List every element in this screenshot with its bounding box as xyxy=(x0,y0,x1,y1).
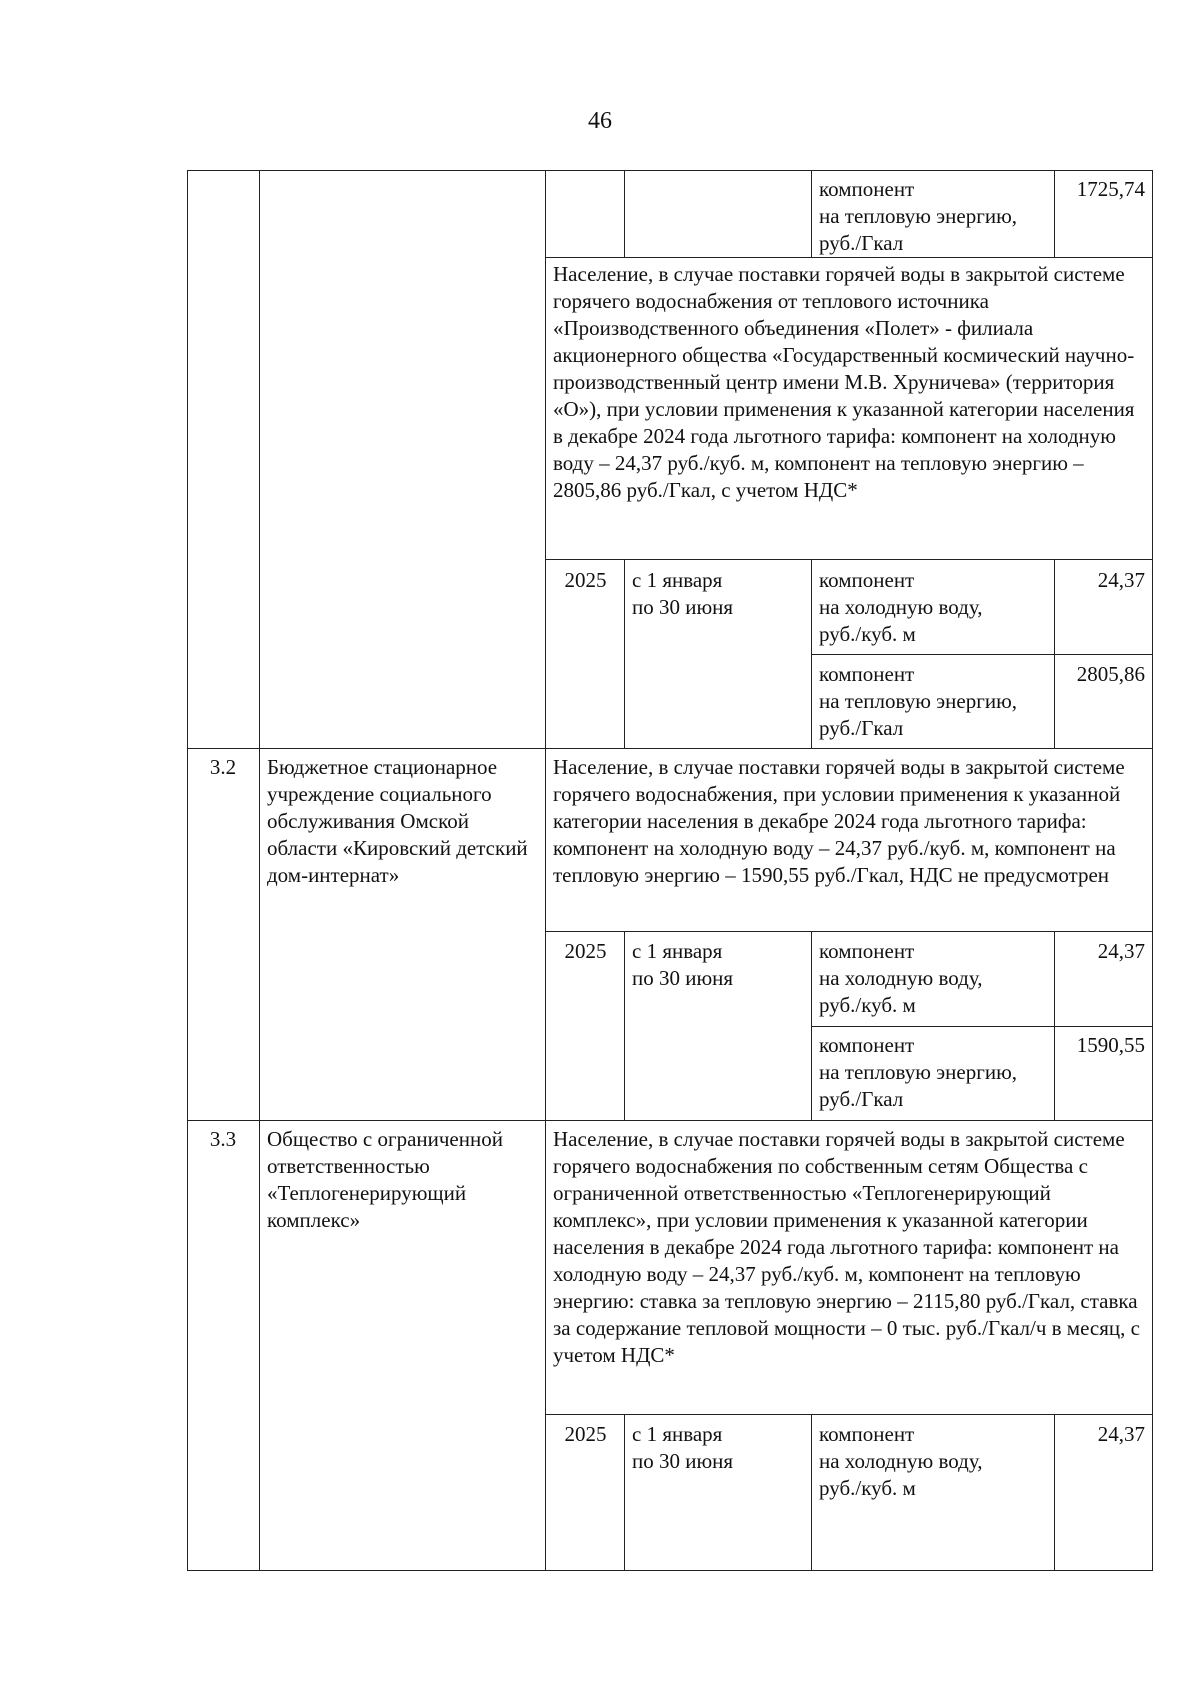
group-header-text: Население, в случае поставки горячей воды в закрытой системе горячего водоснабжения, при условии применения к указанной категории населения в декабре 2024 года льготного тарифа: компонент на холодную воду – 24,37 руб./куб. м, компонент на тепловую энергию – 1590,55 руб./Гкал, НДС не предусмотрен xyxy=(553,755,1125,887)
period-cell: с 1 января по 30 июня xyxy=(632,568,734,619)
component-cell: компонент на холодную воду, руб./куб. м xyxy=(819,1422,983,1500)
component-cell: компонент на тепловую энергию, руб./Гкал xyxy=(819,662,1018,740)
group-header-text: Население, в случае поставки горячей воды в закрытой системе горячего водоснабжения от теплового источника «Производственного объединения «Полет» - филиала акционерного общества «Государственный космический научно-производственный центр имени М.В. Хруничева» (территория «О»), при условии применения к указанной категории населения в декабре 2024 года льготного тарифа: компонент на холодную воду – 24,37 руб./куб. м, компонент на тепловую энергию – 2805,86 руб./Гкал, с учетом НДС* xyxy=(553,262,1135,502)
col-divider-3 xyxy=(624,1414,625,1571)
value-cell: 24,37 xyxy=(1097,939,1145,963)
border-top xyxy=(187,170,1153,171)
divider-row-1 xyxy=(545,257,1153,258)
organization-name: Общество с ограниченной ответственностью «Теплогенерирующий комплекс» xyxy=(267,1127,503,1232)
value-cell: 1590,55 xyxy=(1076,1033,1145,1057)
year-cell: 2025 xyxy=(564,1422,607,1446)
value-cell: 1725,74 xyxy=(1076,177,1145,201)
divider-row-6 xyxy=(545,1414,1153,1415)
divider-row-2 xyxy=(545,559,1153,560)
col-divider-4 xyxy=(811,1414,812,1571)
component-cell: компонент на тепловую энергию, руб./Гкал xyxy=(819,177,1018,255)
year-cell: 2025 xyxy=(564,568,607,592)
component-cell: компонент на холодную воду, руб./куб. м xyxy=(819,939,983,1017)
value-cell: 24,37 xyxy=(1097,1422,1145,1446)
col-divider-5 xyxy=(1054,931,1055,1120)
col-divider-4 xyxy=(811,170,812,257)
border-right xyxy=(1152,170,1153,1571)
period-cell: с 1 января по 30 июня xyxy=(632,939,734,990)
col-divider-2 xyxy=(545,170,546,1571)
col-divider-5 xyxy=(1054,170,1055,257)
row-number: 3.3 xyxy=(209,1127,237,1151)
page-number: 46 xyxy=(588,108,612,134)
divider-row-4 xyxy=(545,931,1153,932)
divider-row-3 xyxy=(811,654,1153,655)
divider-section-33 xyxy=(187,1120,1153,1121)
component-cell: компонент на тепловую энергию, руб./Гкал xyxy=(819,1033,1018,1111)
organization-name: Бюджетное стационарное учреждение социального обслуживания Омской области «Кировский детский дом-интернат» xyxy=(267,755,528,887)
col-divider-3 xyxy=(624,931,625,1120)
component-cell: компонент на холодную воду, руб./куб. м xyxy=(819,568,983,646)
col-divider-3 xyxy=(624,170,625,257)
col-divider-1 xyxy=(259,170,260,1571)
row-number: 3.2 xyxy=(209,755,237,779)
period-cell: с 1 января по 30 июня xyxy=(632,1422,734,1473)
divider-section-32 xyxy=(187,748,1153,749)
year-cell: 2025 xyxy=(564,939,607,963)
value-cell: 24,37 xyxy=(1097,568,1145,592)
col-divider-3 xyxy=(624,559,625,748)
group-header-text: Население, в случае поставки горячей воды в закрытой системе горячего водоснабжения по собственным сетям Общества с ограниченной ответственностью «Теплогенерирующий комплекс», при условии применения к указанной категории населения в декабре 2024 года льготного тарифа: компонент на холодную воду – 24,37 руб./куб. м, компонент на тепловую энергию: ставка за тепловую энергию – 2115,80 руб./Гкал, ставка за содержание тепловой мощности – 0 тыс. руб./Гкал/ч в месяц, с учетом НДС* xyxy=(553,1127,1140,1367)
col-divider-4 xyxy=(811,931,812,1120)
value-cell: 2805,86 xyxy=(1076,662,1145,686)
col-divider-4 xyxy=(811,559,812,748)
border-bottom xyxy=(187,1570,1153,1571)
divider-row-5 xyxy=(811,1026,1153,1027)
col-divider-5 xyxy=(1054,1414,1055,1571)
border-left xyxy=(187,170,188,1571)
col-divider-5 xyxy=(1054,559,1055,748)
tariff-table xyxy=(187,170,1153,1571)
